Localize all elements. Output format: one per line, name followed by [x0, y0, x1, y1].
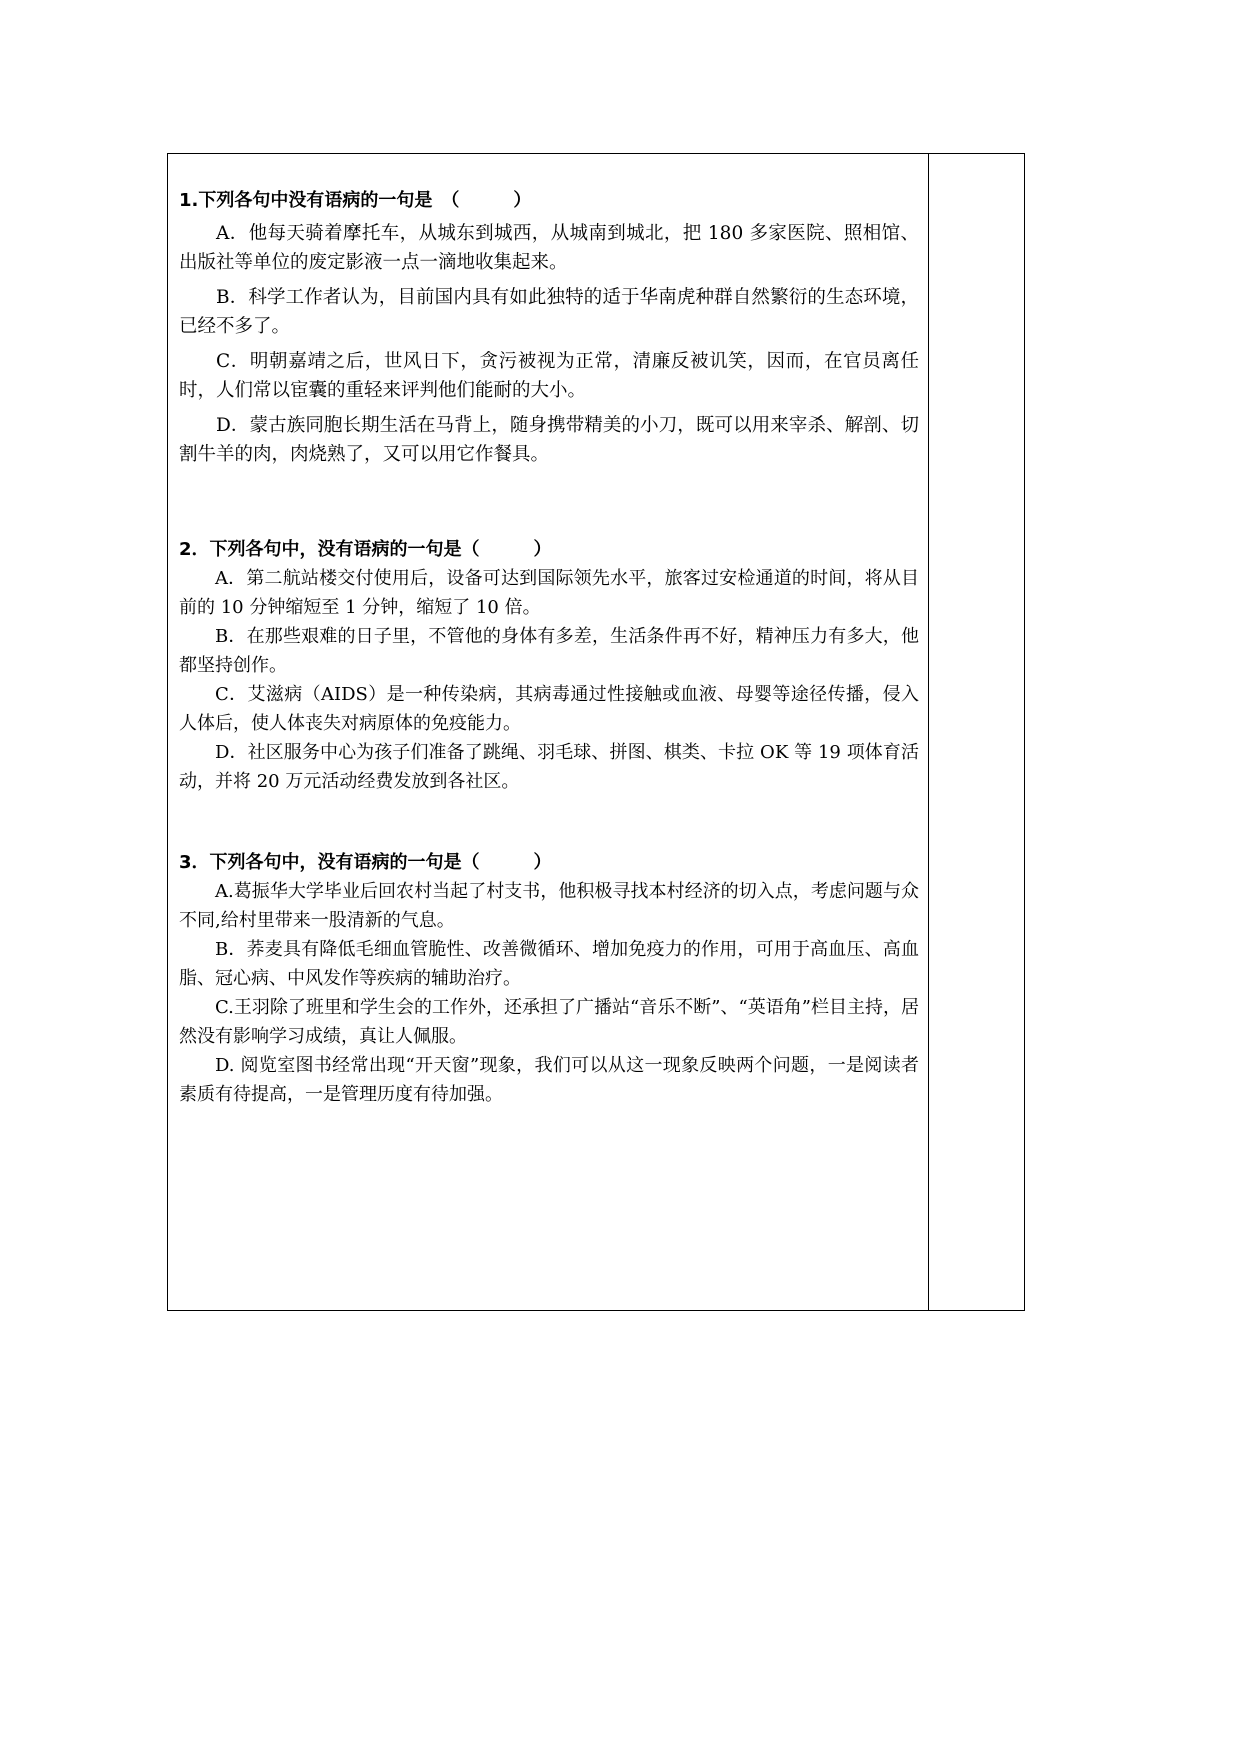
question-3-title: 3．下列各句中，没有语病的一句是（ ）: [179, 852, 552, 873]
question-1-option-c: C．明朝嘉靖之后，世风日下，贪污被视为正常，清廉反被讥笑，因而，在官员离任时，人们常以宦囊的重轻来评判他们能耐的大小。: [179, 351, 919, 401]
question-3: [179, 848, 919, 1109]
question-2: [179, 535, 919, 796]
question-3-option-b: B．荞麦具有降低毛细血管脆性、改善微循环、增加免疫力的作用，可用于高血压、高血脂、冠心病、中风发作等疾病的辅助治疗。: [179, 939, 919, 989]
question-2-title: 2．下列各句中，没有语病的一句是（ ）: [179, 539, 552, 560]
question-2-option-b: B．在那些艰难的日子里，不管他的身体有多差，生活条件再不好，精神压力有多大，他都坚持创作。: [179, 626, 919, 676]
question-2-option-d: D．社区服务中心为孩子们准备了跳绳、羽毛球、拼图、棋类、卡拉 OK 等 19 项体育活动，并将 20 万元活动经费发放到各社区。: [179, 742, 919, 792]
question-3-option-a: A.葛振华大学毕业后回农村当起了村支书，他积极寻找本村经济的切入点，考虑问题与众不同,给村里带来一股清新的气息。: [179, 881, 919, 931]
question-2-option-a: A．第二航站楼交付使用后，设备可达到国际领先水平，旅客过安检通道的时间，将从目前的 10 分钟缩短至 1 分钟，缩短了 10 倍。: [179, 568, 919, 618]
question-2-option-c: C．艾滋病（AIDS）是一种传染病，其病毒通过性接触或血液、母婴等途径传播，侵入人体后，使人体丧失对病原体的免疫能力。: [179, 684, 919, 734]
question-1: [179, 186, 919, 469]
question-3-option-d: D. 阅览室图书经常出现“开天窗”现象，我们可以从这一现象反映两个问题，一是阅读者素质有待提高，一是管理历度有待加强。: [179, 1055, 919, 1105]
question-3-option-c: C.王羽除了班里和学生会的工作外，还承担了广播站“音乐不断”、“英语角”栏目主持，居然没有影响学习成绩，真让人佩服。: [179, 997, 919, 1047]
table-column-divider: [928, 153, 929, 1311]
question-1-option-b: B．科学工作者认为，目前国内具有如此独特的适于华南虎种群自然繁衍的生态环境，已经不多了。: [179, 287, 919, 337]
question-1-option-d: D．蒙古族同胞长期生活在马背上，随身携带精美的小刀，既可以用来宰杀、解剖、切割牛羊的肉，肉烧熟了，又可以用它作餐具。: [179, 415, 919, 465]
question-1-option-a: A．他每天骑着摩托车，从城东到城西，从城南到城北，把 180 多家医院、照相馆、出版社等单位的废定影液一点一滴地收集起来。: [179, 223, 919, 273]
question-1-title: 1.下列各句中没有语病的一句是 （ ）: [179, 190, 532, 211]
